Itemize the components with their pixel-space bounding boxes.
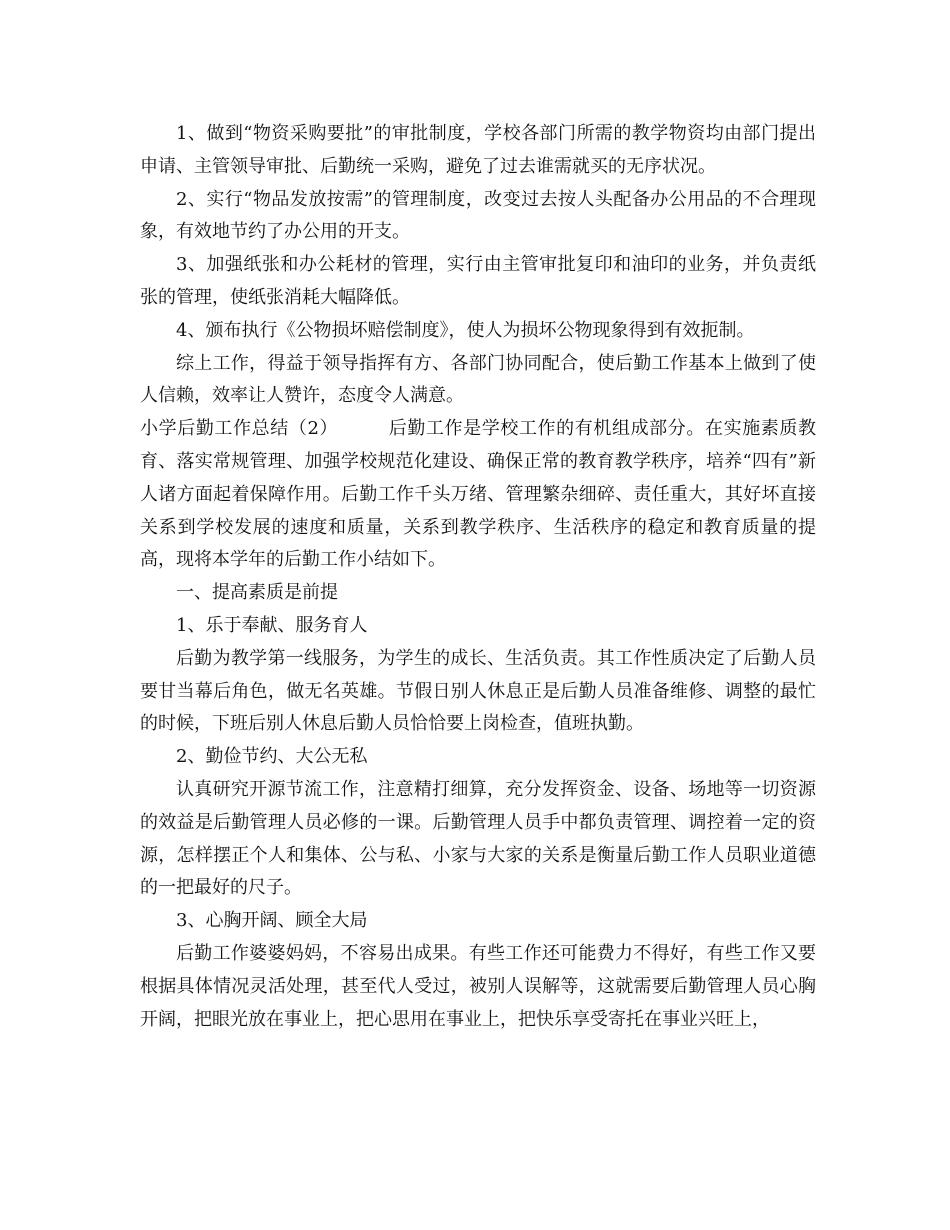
subheading: 2、勤俭节约、大公无私 [176, 746, 368, 768]
section-2-heading: 小学后勤工作总结（2） [140, 418, 339, 440]
subheading: 3、心胸开阔、顾全大局 [176, 910, 368, 932]
paragraph: 1、做到“物资采购要批”的审批制度，学校各部门所需的教学物资均由部门提出申请、主管领导审批、后勤统一采购，避免了过去谁需就买的无序状况。 [140, 123, 816, 177]
paragraph: 后勤工作婆婆妈妈，不容易出成果。有些工作还可能费力不得好，有些工作又要根据具体情况灵活处理，甚至代人受过，被别人误解等，这就需要后勤管理人员心胸开阔，把眼光放在事业上，把心思用在事业上，把快乐享受寄托在事业兴旺上， [140, 942, 816, 1030]
paragraph: 4、颁布执行《公物损坏赔偿制度》，使人为损坏公物现象得到有效扼制。 [176, 319, 755, 341]
paragraph: 后勤为教学第一线服务，为学生的成长、生活负责。其工作性质决定了后勤人员要甘当幕后角色，做无名英雄。节假日别人休息正是后勤人员准备维修、调整的最忙的时候，下班后别人休息后勤人员恰恰要上岗检查，值班执勤。 [140, 647, 816, 735]
paragraph: 3、加强纸张和办公耗材的管理，实行由主管审批复印和油印的业务，并负责纸张的管理，使纸张消耗大幅降低。 [140, 254, 816, 308]
section-2-intro: 后勤工作是学校工作的有机组成部分。在实施素质教育、落实常规管理、加强学校规范化建设、确保正常的教育教学秩序，培养“四有”新人诸方面起着保障作用。后勤工作千头万绪、管理繁杂细碎、责任重大，其好坏直接关系到学校发展的速度和质量，关系到教学秩序、生活秩序的稳定和教育质量的提高，现将本学年的后勤工作小结如下。 [140, 418, 817, 571]
subheading: 一、提高素质是前提 [176, 582, 338, 604]
document-body [140, 118, 816, 1036]
paragraph: 综上工作，得益于领导指挥有方、各部门协同配合，使后勤工作基本上做到了使人信赖，效率让人赞许，态度令人满意。 [140, 352, 816, 407]
subheading: 1、乐于奉献、服务育人 [176, 614, 368, 636]
paragraph: 认真研究开源节流工作，注意精打细算，充分发挥资金、设备、场地等一切资源的效益是后勤管理人员必修的一课。后勤管理人员手中都负责管理、调控着一定的资源，怎样摆正个人和集体、公与私、小家与大家的关系是衡量后勤工作人员职业道德的一把最好的尺子。 [140, 778, 816, 899]
section-2-paragraph [140, 413, 816, 577]
paragraph: 2、实行“物品发放按需”的管理制度，改变过去按人头配备办公用品的不合理现象，有效地节约了办公用的开支。 [140, 188, 816, 243]
